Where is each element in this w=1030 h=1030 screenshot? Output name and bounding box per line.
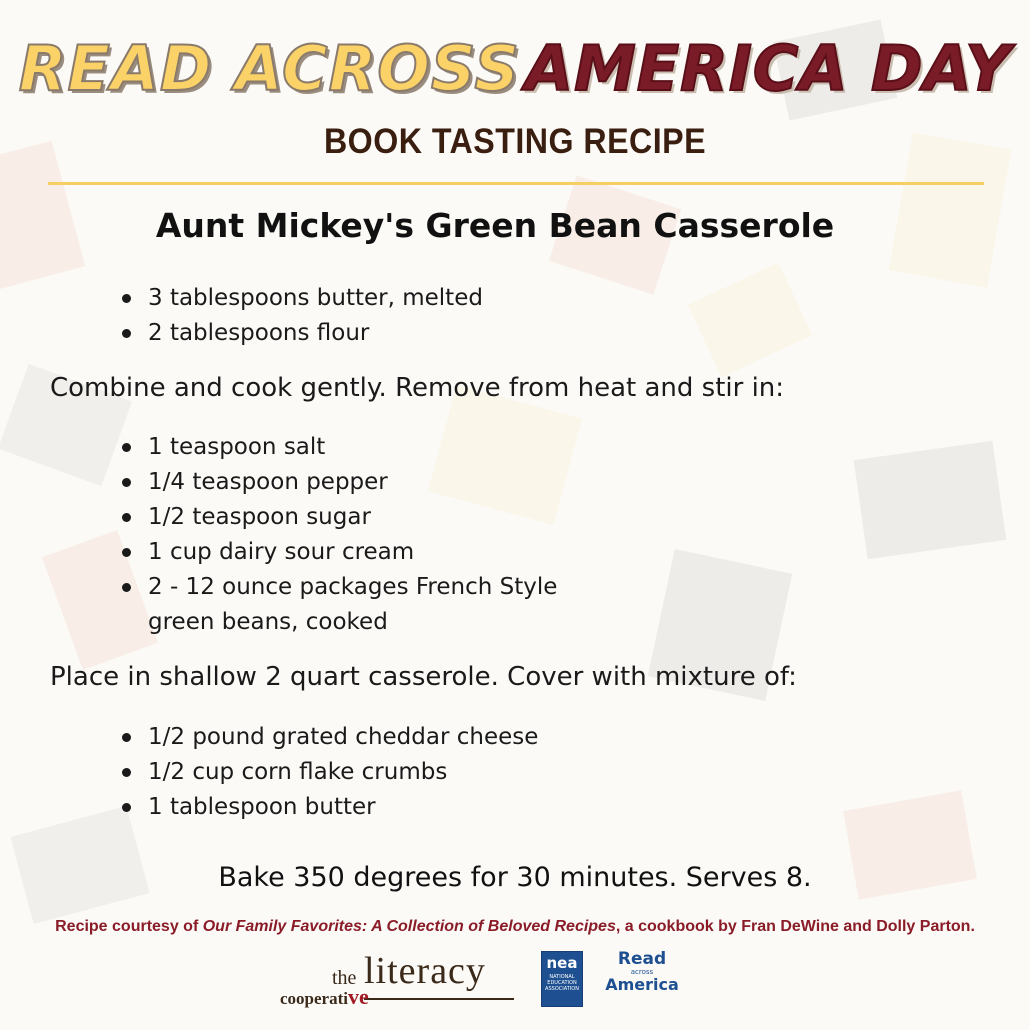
list-item: 3 tablespoons butter, melted (120, 281, 483, 316)
nea-logo: nea NATIONAL EDUCATION ASSOCIATION (541, 951, 583, 1007)
cookbook-title: Our Family Favorites: A Collection of Beloved Recipes (202, 918, 616, 935)
bullet-icon (122, 294, 131, 303)
ingredient-list-3 (120, 720, 538, 825)
list-item: 1/2 teaspoon sugar (120, 500, 557, 535)
bake-instructions: Bake 350 degrees for 30 minutes. Serves 8. (218, 862, 812, 893)
list-item: 1 teaspoon salt (120, 430, 557, 465)
bullet-icon (122, 733, 131, 742)
recipe-courtesy: Recipe courtesy of Our Family Favorites: A Collection of Beloved Recipes, a cookbook by Fran DeWine and Dolly Parton. (55, 918, 975, 935)
list-item-continuation: green beans, cooked (148, 609, 388, 635)
read-across-america-logo: Read across America (605, 949, 679, 994)
list-item: 2 - 12 ounce packages French Style (120, 570, 557, 605)
title-read-across: READ ACROSS (18, 32, 520, 105)
list-item: 2 tablespoons flour (120, 316, 483, 351)
list-item: 1 tablespoon butter (120, 790, 538, 825)
list-item: 1/4 teaspoon pepper (120, 465, 557, 500)
title-america-day: AMERICA DAY (525, 32, 1012, 105)
list-item: 1 cup dairy sour cream (120, 535, 557, 570)
bullet-icon (122, 443, 131, 452)
sponsor-logos (0, 945, 1030, 1025)
ingredient-list-2 (120, 430, 557, 640)
instruction-step-2: Place in shallow 2 quart casserole. Cover with mixture of: (50, 662, 797, 692)
recipe-title: Aunt Mickey's Green Bean Casserole (155, 206, 835, 245)
subtitle: BOOK TASTING RECIPE (323, 122, 707, 161)
bullet-icon (122, 329, 131, 338)
literacy-cooperative-logo: the literacy cooperative (280, 951, 516, 1011)
ingredient-list-1 (120, 281, 483, 351)
bullet-icon (122, 768, 131, 777)
divider (48, 182, 984, 185)
bullet-icon (122, 478, 131, 487)
bullet-icon (122, 803, 131, 812)
list-item: 1/2 cup corn flake crumbs (120, 755, 538, 790)
page-title (0, 30, 1030, 108)
instruction-step-1: Combine and cook gently. Remove from heat and stir in: (50, 373, 785, 403)
bullet-icon (122, 513, 131, 522)
list-item: 1/2 pound grated cheddar cheese (120, 720, 538, 755)
bullet-icon (122, 583, 131, 592)
bullet-icon (122, 548, 131, 557)
